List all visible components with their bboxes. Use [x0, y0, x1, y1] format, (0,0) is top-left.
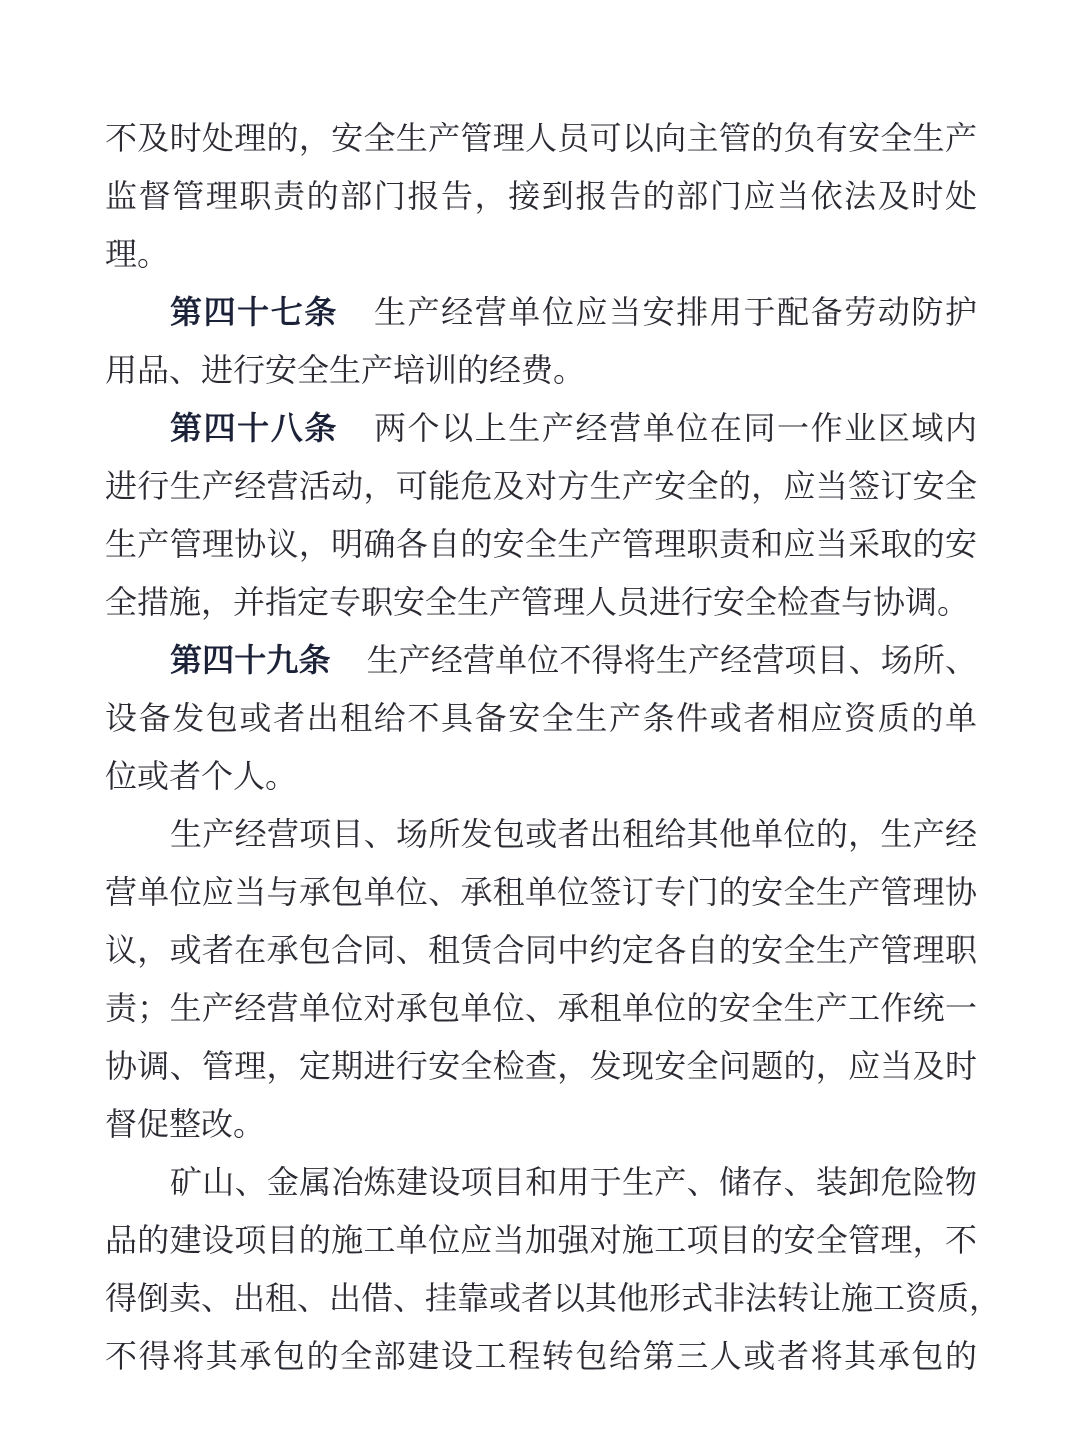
text-line [105, 631, 977, 689]
text-line [105, 341, 977, 399]
line-text: 品的建设项目的施工单位应当加强对施工项目的安全管理，不 [105, 1221, 977, 1259]
line-text: 协调、管理，定期进行安全检查，发现安全问题的，应当及时 [105, 1047, 977, 1085]
text-line [105, 1269, 1002, 1327]
line-text: 议，或者在承包合同、租赁合同中约定各自的安全生产管理职 [105, 931, 977, 969]
paragraph [105, 109, 977, 283]
article-number: 第四十九条 [170, 641, 331, 679]
text-line [105, 863, 977, 921]
text-line [105, 1153, 977, 1211]
text-line [105, 1095, 977, 1153]
line-text: 进行生产经营活动，可能危及对方生产安全的，应当签订安全 [105, 467, 977, 505]
article-number: 第四十七条 [170, 293, 338, 331]
text-line [105, 1211, 977, 1269]
document-page [105, 109, 1002, 1385]
line-text: 生产经营单位不得将生产经营项目、场所、 [366, 641, 977, 679]
text-line [105, 1037, 977, 1095]
line-text: 责；生产经营单位对承包单位、承租单位的安全生产工作统一 [105, 989, 977, 1027]
line-text: 两个以上生产经营单位在同一作业区域内 [373, 409, 977, 447]
line-text: 得倒卖、出租、出借、挂靠或者以其他形式非法转让施工资质， [105, 1279, 1002, 1317]
text-line [105, 167, 977, 225]
line-text: 矿山、金属冶炼建设项目和用于生产、储存、装卸危险物 [170, 1163, 977, 1201]
text-line [105, 457, 977, 515]
paragraph [105, 805, 977, 1153]
text-line [105, 399, 977, 457]
line-text: 不及时处理的，安全生产管理人员可以向主管的负有安全生产 [105, 119, 977, 157]
line-text: 生产经营单位应当安排用于配备劳动防护 [373, 293, 977, 331]
article-paragraph [105, 399, 977, 631]
text-line [105, 979, 977, 1037]
text-line [105, 109, 977, 167]
text-line [105, 805, 977, 863]
line-text: 设备发包或者出租给不具备安全生产条件或者相应资质的单 [105, 699, 977, 737]
paragraph [105, 1153, 1002, 1385]
text-line [105, 1327, 977, 1385]
line-text: 用品、进行安全生产培训的经费。 [105, 351, 586, 389]
line-text: 营单位应当与承包单位、承租单位签订专门的安全生产管理协 [105, 873, 977, 911]
text-line [105, 573, 977, 631]
line-text: 生产管理协议，明确各自的安全生产管理职责和应当采取的安 [105, 525, 977, 563]
line-text: 督促整改。 [105, 1105, 266, 1143]
line-text: 不得将其承包的全部建设工程转包给第三人或者将其承包的 [105, 1337, 977, 1375]
line-text: 全措施，并指定专职安全生产管理人员进行安全检查与协调。 [105, 583, 970, 621]
article-paragraph [105, 631, 977, 805]
line-text: 理。 [105, 235, 170, 273]
text-line [105, 689, 977, 747]
line-text: 监督管理职责的部门报告，接到报告的部门应当依法及时处 [105, 177, 977, 215]
text-line [105, 921, 977, 979]
article-number: 第四十八条 [170, 409, 338, 447]
text-line [105, 283, 977, 341]
line-text: 生产经营项目、场所发包或者出租给其他单位的，生产经 [170, 815, 977, 853]
line-text: 位或者个人。 [105, 757, 298, 795]
text-line [105, 225, 977, 283]
text-line [105, 515, 977, 573]
article-paragraph [105, 283, 977, 399]
text-line [105, 747, 977, 805]
